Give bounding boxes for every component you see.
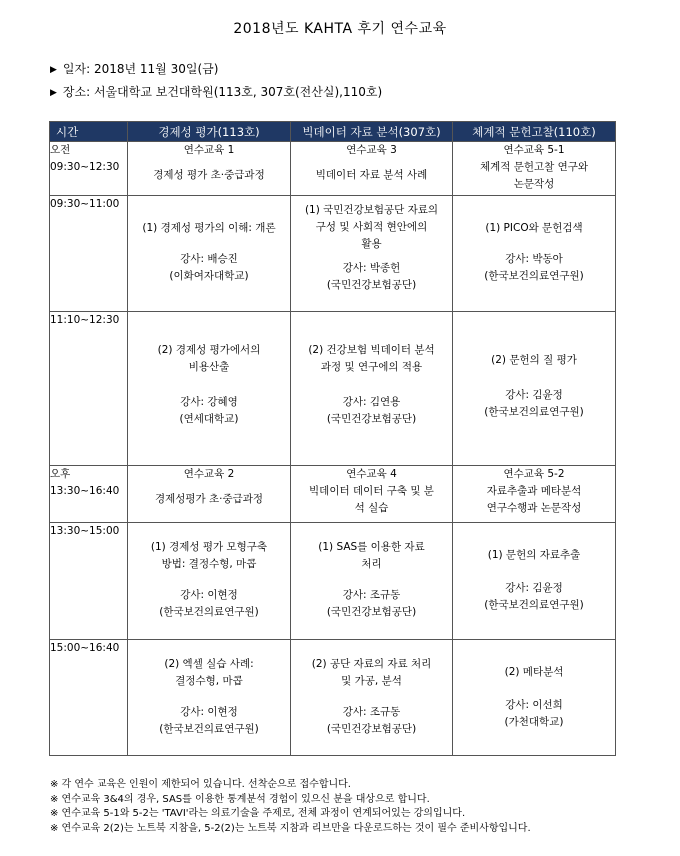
note-item: ※ 연수교육 3&4의 경우, SAS를 이용한 통계분석 경험이 있으신 분을 대상으로 합니다.	[50, 793, 430, 805]
event-date: 일자: 2018년 11월 30일(금)	[62, 62, 219, 76]
notes-section	[50, 778, 531, 836]
header-systematic-review: 체계적 문헌고찰(110호)	[453, 122, 616, 142]
note-item: ※ 연수교육 2(2)는 노트북 지참을, 5-2(2)는 노트북 지참과 리브만을 다운로드하는 것이 필수 준비사항입니다.	[50, 822, 531, 834]
course-cell: 연수교육 5-1 체계적 문헌고찰 연구와 논문작성	[453, 142, 616, 196]
page-title: 2018년도 KAHTA 후기 연수교육	[233, 21, 447, 37]
note-item: ※ 연수교육 5-1와 5-2는 'TAVI'라는 의료기술을 주제로, 전체 과정이 연계되어있는 강의입니다.	[50, 808, 466, 819]
event-place: 장소: 서울대학교 보건대학원(113호, 307호(전산실),110호)	[62, 85, 383, 99]
lecture-cell: (1) 경제성 평가 모형구축 방법: 결정수형, 마콥 강사: 이현정 (한국보건의료연구원)	[128, 523, 291, 640]
note-item: ※ 각 연수 교육은 인원이 제한되어 있습니다. 선착순으로 접수합니다.	[50, 779, 351, 790]
time-cell: 11:10~12:30	[50, 312, 128, 466]
lecture-cell: (2) 메타분석 강사: 이선희 (가천대학교)	[453, 640, 616, 756]
table-row	[50, 523, 616, 640]
header-economic-evaluation: 경제성 평가(113호)	[128, 122, 291, 142]
lecture-cell: (2) 경제성 평가에서의 비용산출 강사: 강혜영 (연세대학교)	[128, 312, 291, 466]
table-row	[50, 640, 616, 756]
header-bigdata-analysis: 빅데이터 자료 분석(307호)	[291, 122, 453, 142]
place-line	[50, 83, 382, 100]
course-cell: 연수교육 2 경제성평가 초·중급과정	[128, 466, 291, 523]
time-cell: 오후 13:30~16:40	[50, 466, 128, 523]
lecture-cell: (1) PICO와 문헌검색 강사: 박동아 (한국보건의료연구원)	[453, 196, 616, 312]
lecture-cell: (2) 엑셀 실습 사례: 결정수형, 마콥 강사: 이현정 (한국보건의료연구원)	[128, 640, 291, 756]
table-row	[50, 466, 616, 523]
time-cell: 15:00~16:40	[50, 640, 128, 756]
lecture-cell: (2) 건강보험 빅데이터 분석 과정 및 연구에의 적용 강사: 김연용 (국민건강보험공단)	[291, 312, 453, 466]
lecture-cell: (1) SAS를 이용한 자료 처리 강사: 조규동 (국민건강보험공단)	[291, 523, 453, 640]
table-row	[50, 196, 616, 312]
table-row	[50, 312, 616, 466]
lecture-cell: (2) 문헌의 질 평가 강사: 김윤정 (한국보건의료연구원)	[453, 312, 616, 466]
table-row	[50, 142, 616, 196]
schedule-table	[49, 121, 616, 756]
time-cell: 09:30~11:00	[50, 196, 128, 312]
course-cell: 연수교육 4 빅데이터 데이터 구축 및 분 석 실습	[291, 466, 453, 523]
lecture-cell: (2) 공단 자료의 자료 처리 및 가공, 분석 강사: 조규동 (국민건강보험공단)	[291, 640, 453, 756]
course-cell: 연수교육 1 경제성 평가 초·중급과정	[128, 142, 291, 196]
lecture-cell: (1) 문헌의 자료추출 강사: 김윤정 (한국보건의료연구원)	[453, 523, 616, 640]
time-cell: 오전 09:30~12:30	[50, 142, 128, 196]
course-cell: 연수교육 3 빅데이터 자료 분석 사례	[291, 142, 453, 196]
table-header-row	[50, 122, 616, 142]
date-line	[50, 60, 218, 77]
lecture-cell: (1) 경제성 평가의 이해: 개론 강사: 배승진 (이화여자대학교)	[128, 196, 291, 312]
lecture-cell: (1) 국민건강보험공단 자료의 구성 및 사회적 현안에의 활용 강사: 박종헌 (국민건강보험공단)	[291, 196, 453, 312]
header-time: 시간	[50, 122, 128, 142]
time-cell: 13:30~15:00	[50, 523, 128, 640]
arrow-bullet-icon: ▶	[50, 65, 57, 75]
arrow-bullet-icon: ▶	[50, 88, 57, 98]
course-cell: 연수교육 5-2 자료추출과 메타분석 연구수행과 논문작성	[453, 466, 616, 523]
